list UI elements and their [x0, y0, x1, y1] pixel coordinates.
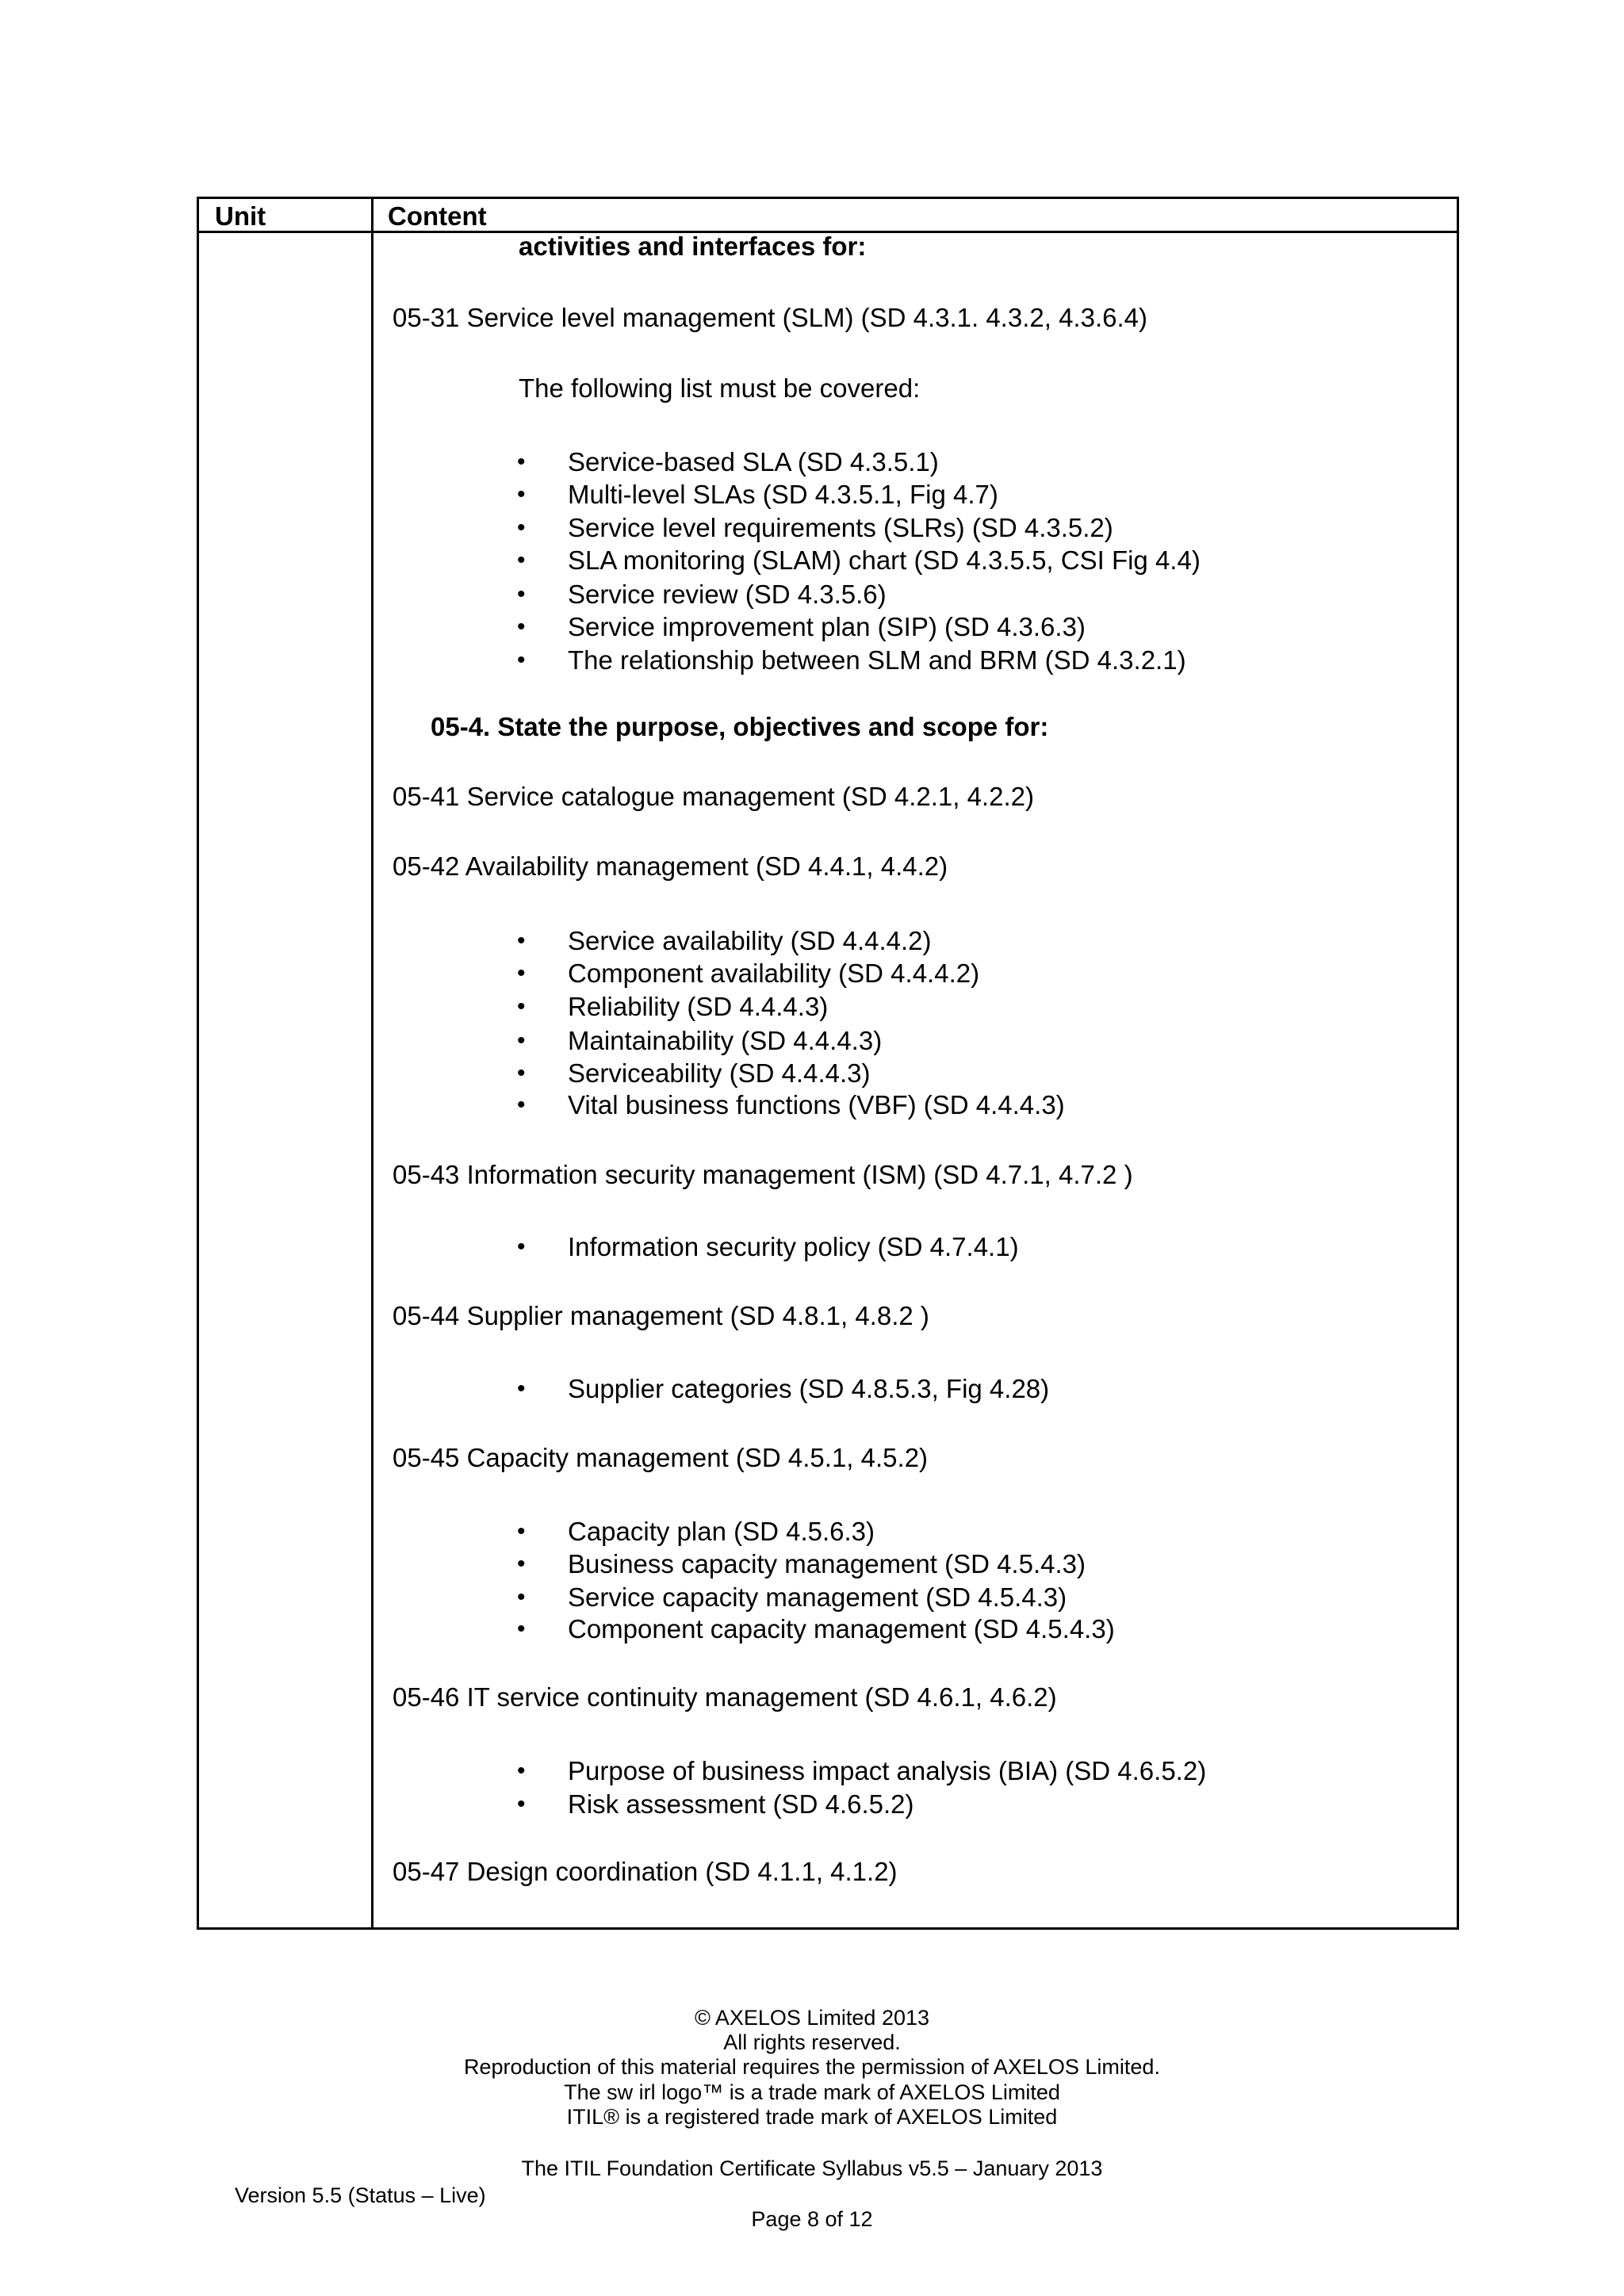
bullet-dot: •: [517, 1518, 526, 1544]
bullet-dot: •: [517, 547, 526, 573]
bullet-dot: •: [517, 515, 526, 541]
bullet-dot: •: [517, 1234, 526, 1260]
bullet-dot: •: [517, 449, 526, 475]
bullet-dot: •: [517, 614, 526, 640]
bullet-dot: •: [517, 928, 526, 954]
list-item: Risk assessment (SD 4.6.5.2): [568, 1789, 914, 1819]
list-item: Information security policy (SD 4.7.4.1): [568, 1232, 1019, 1261]
list-item: Service-based SLA (SD 4.3.5.1): [568, 447, 939, 476]
list-item: Service availability (SD 4.4.4.2): [568, 926, 932, 955]
bullet-dot: •: [517, 1060, 526, 1086]
bullet-dot: •: [517, 1027, 526, 1054]
bullet-dot: •: [517, 481, 526, 507]
section-05-4-heading: 05-4. State the purpose, objectives and scope for:: [431, 712, 1049, 741]
footer-rights: All rights reserved.: [723, 2030, 901, 2054]
item-05-41: 05-41 Service catalogue management (SD 4.2.1, 4.2.2): [393, 782, 1034, 811]
bullet-dot: •: [517, 647, 526, 673]
bullet-dot: •: [517, 1758, 526, 1784]
list-item: Component availability (SD 4.4.4.2): [568, 959, 980, 988]
item-05-47: 05-47 Design coordination (SD 4.1.1, 4.1.2): [393, 1857, 898, 1886]
bullet-dot: •: [517, 1791, 526, 1817]
list-item: Capacity plan (SD 4.5.6.3): [568, 1517, 875, 1546]
bullet-dot: •: [517, 960, 526, 986]
list-item: Service level requirements (SLRs) (SD 4.3.5.2): [568, 513, 1113, 542]
item-05-46: 05-46 IT service continuity management (SD 4.6.1, 4.6.2): [393, 1682, 1057, 1712]
list-item: Service capacity management (SD 4.5.4.3): [568, 1582, 1067, 1612]
footer-page-number: Page 8 of 12: [751, 2207, 873, 2231]
footer-itil-trademark: ITIL® is a registered trade mark of AXELOS Limited: [566, 2105, 1058, 2129]
bullet-dot: •: [517, 1376, 526, 1402]
footer-swirl-trademark: The sw irl logo™ is a trade mark of AXELOS Limited: [564, 2080, 1060, 2104]
list-item: Multi-level SLAs (SD 4.3.5.1, Fig 4.7): [568, 480, 998, 509]
list-item: The relationship between SLM and BRM (SD 4.3.2.1): [568, 645, 1186, 675]
list-item: SLA monitoring (SLAM) chart (SD 4.3.5.5, CSI Fig 4.4): [568, 545, 1201, 575]
bullet-dot: •: [517, 581, 526, 607]
footer-version: Version 5.5 (Status – Live): [235, 2183, 486, 2207]
list-item: Purpose of business impact analysis (BIA) (SD 4.6.5.2): [568, 1756, 1207, 1785]
list-item: Business capacity management (SD 4.5.4.3): [568, 1549, 1086, 1578]
bullet-dot: •: [517, 1551, 526, 1577]
bullet-dot: •: [517, 1616, 526, 1642]
list-item: Service improvement plan (SIP) (SD 4.3.6.3): [568, 612, 1086, 641]
list-item: Vital business functions (VBF) (SD 4.4.4.3): [568, 1090, 1065, 1119]
bullet-dot: •: [517, 993, 526, 1020]
list-item: Component capacity management (SD 4.5.4.3): [568, 1614, 1115, 1644]
item-05-43: 05-43 Information security management (ISM) (SD 4.7.1, 4.7.2 ): [393, 1160, 1133, 1189]
list-item: Maintainability (SD 4.4.4.3): [568, 1026, 883, 1055]
bullet-dot: •: [517, 1584, 526, 1610]
table-column-divider: [371, 199, 373, 1927]
item-05-42: 05-42 Availability management (SD 4.4.1, 4.4.2): [393, 851, 948, 881]
activities-line: activities and interfaces for:: [519, 232, 867, 261]
footer-reproduction: Reproduction of this material requires the permission of AXELOS Limited.: [464, 2055, 1160, 2079]
item-05-31: 05-31 Service level management (SLM) (SD 4.3.1. 4.3.2, 4.3.6.4): [393, 303, 1147, 332]
list-item: Serviceability (SD 4.4.4.3): [568, 1058, 871, 1088]
header-unit: Unit: [215, 201, 266, 231]
list-item: Service review (SD 4.3.5.6): [568, 580, 887, 609]
list-item: Reliability (SD 4.4.4.3): [568, 992, 829, 1021]
header-content: Content: [388, 201, 487, 231]
item-05-45: 05-45 Capacity management (SD 4.5.1, 4.5.2): [393, 1443, 929, 1472]
footer-syllabus-title: The ITIL Foundation Certificate Syllabus v5.5 – January 2013: [521, 2156, 1103, 2180]
list-item: Supplier categories (SD 4.8.5.3, Fig 4.28): [568, 1374, 1050, 1403]
item-05-44: 05-44 Supplier management (SD 4.8.1, 4.8.2 ): [393, 1301, 929, 1330]
footer-copyright: © AXELOS Limited 2013: [694, 2006, 930, 2030]
bullet-dot: •: [517, 1092, 526, 1118]
list-intro: The following list must be covered:: [519, 373, 921, 403]
